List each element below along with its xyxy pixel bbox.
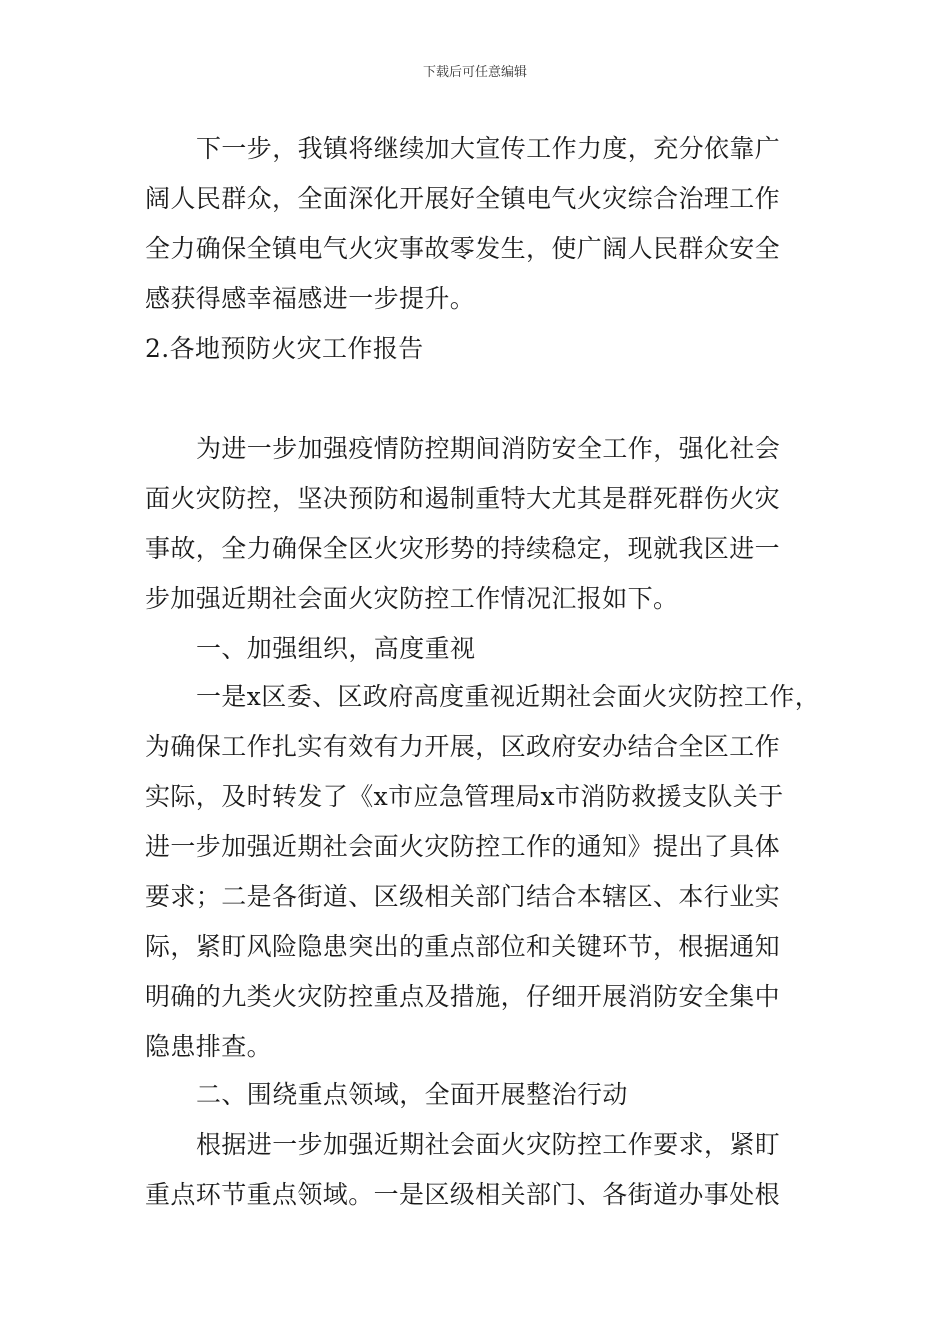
paragraph-line: 全力确保全镇电气火灾事故零发生，使广阔人民群众安全 xyxy=(145,234,781,263)
subheading-one: 一、加强组织，高度重视 xyxy=(196,634,476,663)
section-heading: 2.各地预防火灾工作报告 xyxy=(145,334,424,363)
paragraph-line: 明确的九类火灾防控重点及措施，仔细开展消防安全集中 xyxy=(145,982,781,1011)
paragraph-line: 进一步加强近期社会面火灾防控工作的通知》提出了具体 xyxy=(145,832,781,861)
paragraph-line: 隐患排查。 xyxy=(145,1032,273,1061)
paragraph-line: 感获得感幸福感进一步提升。 xyxy=(145,284,476,313)
page-header-note: 下载后可任意编辑 xyxy=(422,65,527,80)
paragraph-line: 根据进一步加强近期社会面火灾防控工作要求，紧盯 xyxy=(196,1130,781,1159)
paragraph-line: 实际，及时转发了《x市应急管理局x市消防救援支队关于 xyxy=(145,782,784,811)
paragraph-line: 面火灾防控，坚决预防和遏制重特大尤其是群死群伤火灾 xyxy=(145,484,781,513)
paragraph-line: 为进一步加强疫情防控期间消防安全工作，强化社会 xyxy=(196,434,781,463)
paragraph-line: 步加强近期社会面火灾防控工作情况汇报如下。 xyxy=(145,584,679,613)
subheading-two: 二、围绕重点领域，全面开展整治行动 xyxy=(196,1080,628,1109)
paragraph-line: 事故，全力确保全区火灾形势的持续稳定，现就我区进一 xyxy=(145,534,781,563)
paragraph-line: 一是x区委、区政府高度重视近期社会面火灾防控工作， xyxy=(196,682,821,711)
paragraph-line: 阔人民群众，全面深化开展好全镇电气火灾综合治理工作 xyxy=(145,184,781,213)
paragraph-line: 为确保工作扎实有效有力开展，区政府安办结合全区工作 xyxy=(145,732,781,761)
paragraph-line: 下一步，我镇将继续加大宣传工作力度，充分依靠广 xyxy=(196,134,781,163)
paragraph-line: 际，紧盯风险隐患突出的重点部位和关键环节，根据通知 xyxy=(145,932,781,961)
paragraph-line: 重点环节重点领域。一是区级相关部门、各街道办事处根 xyxy=(145,1180,781,1209)
paragraph-line: 要求；二是各街道、区级相关部门结合本辖区、本行业实 xyxy=(145,882,781,911)
